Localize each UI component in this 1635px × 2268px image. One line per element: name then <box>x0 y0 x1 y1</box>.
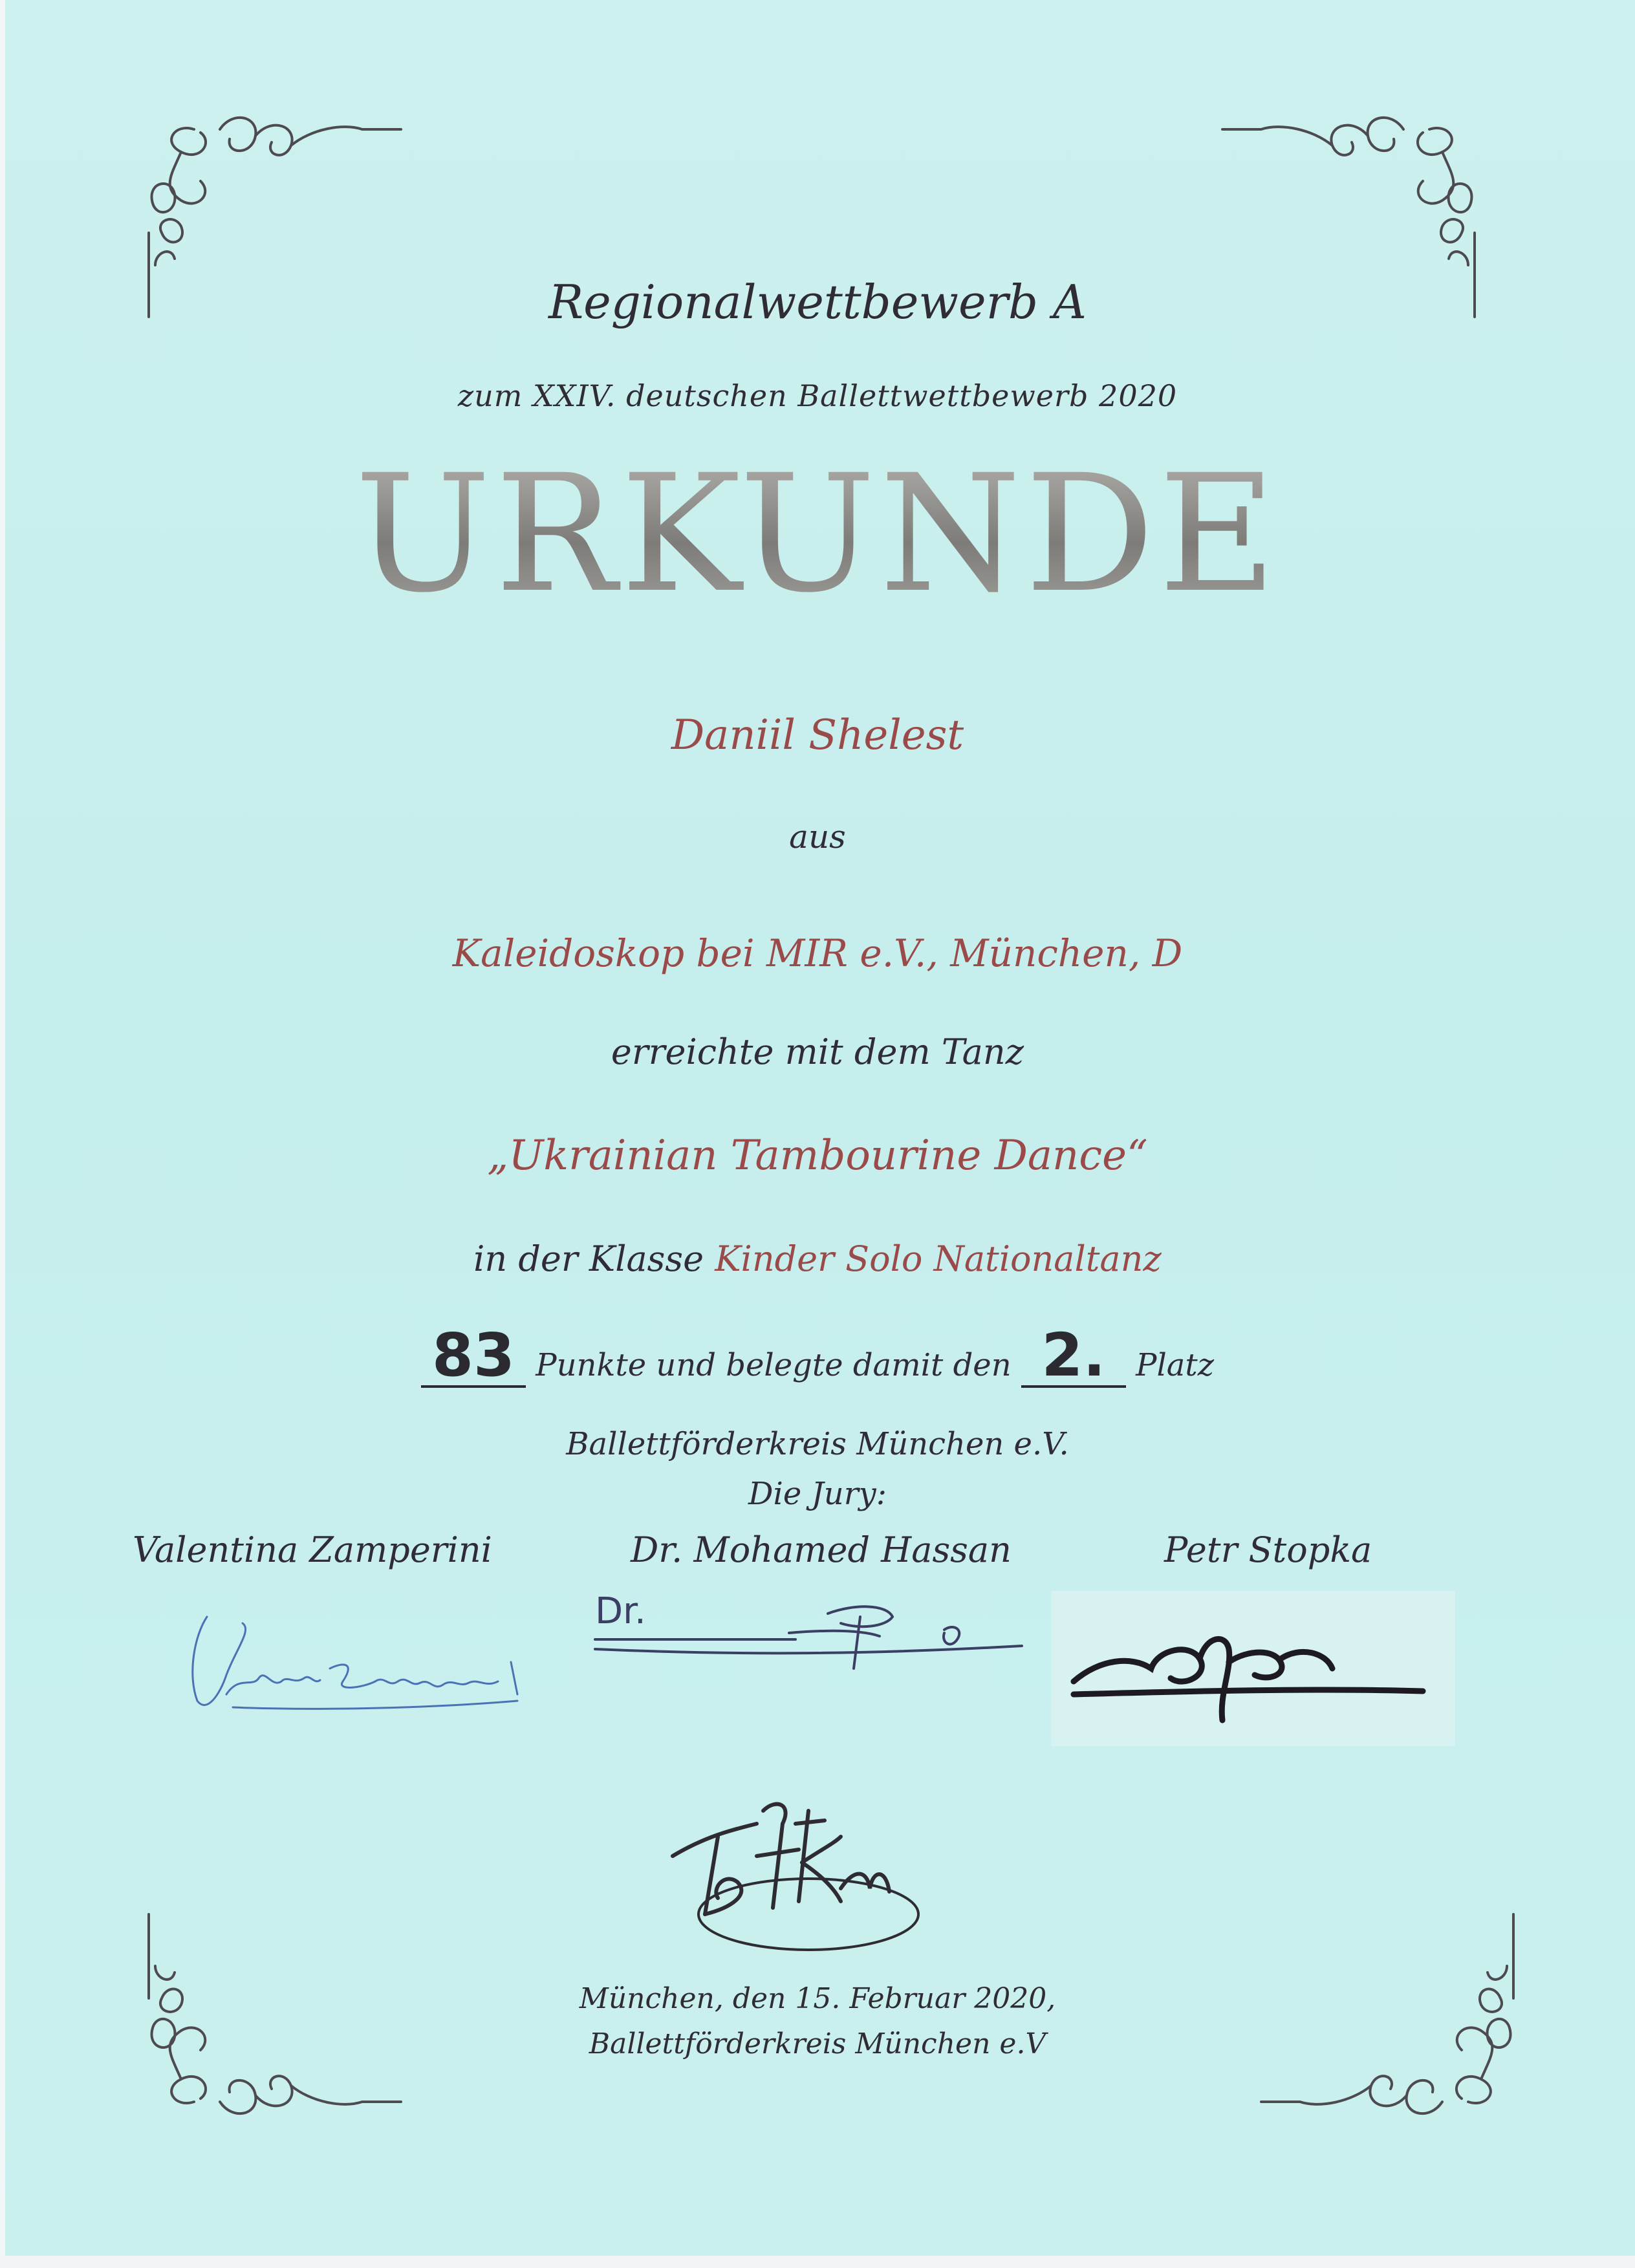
juror-name-stopka: Petr Stopka <box>1164 1529 1372 1570</box>
handwritten-place: 2. <box>1021 1326 1126 1388</box>
place-text: Platz <box>1136 1347 1214 1383</box>
jury-label: Die Jury: <box>748 1476 887 1512</box>
handwritten-points: 83 <box>421 1326 526 1388</box>
juror-name-zamperini: Valentina Zamperini <box>133 1529 492 1570</box>
corner-ornament-bottom-left <box>136 1908 407 2128</box>
competition-subtitle: zum XXIV. deutschen Ballettwettbewerb 2020 <box>457 378 1178 413</box>
juror-name-hassan: Dr. Mohamed Hassan <box>631 1529 1012 1570</box>
scan-edge-bottom <box>0 2256 1635 2268</box>
bfkm-logo <box>647 1785 944 1966</box>
achieved-label: erreichte mit dem Tanz <box>611 1031 1024 1072</box>
club-name: Kaleidoskop bei MIR e.V., München, D <box>452 931 1183 975</box>
svg-text:Dr.: Dr. <box>595 1590 646 1632</box>
class-name: Kinder Solo Nationaltanz <box>715 1238 1162 1279</box>
dance-title: „Ukrainian Tambourine Dance“ <box>487 1132 1148 1180</box>
signature-zamperini <box>181 1597 543 1727</box>
class-prefix: in der Klasse <box>473 1238 704 1279</box>
participant-name: Daniil Shelest <box>671 711 964 759</box>
footer-organizer: Ballettförderkreis München e.V <box>589 2027 1046 2060</box>
footer-date: München, den 15. Februar 2020, <box>579 1982 1056 2015</box>
from-label: aus <box>789 818 846 856</box>
competition-title: Regionalwettbewerb A <box>548 275 1087 329</box>
points-text: Punkte und belegte damit den <box>536 1347 1012 1383</box>
certificate-heading: URKUNDE <box>0 440 1635 628</box>
organizer-name: Ballettförderkreis München e.V. <box>566 1426 1069 1462</box>
class-line <box>0 1238 1635 1279</box>
corner-ornament-bottom-right <box>1255 1908 1526 2128</box>
signature-stopka <box>1061 1597 1449 1740</box>
result-line <box>0 1321 1635 1390</box>
signature-hassan <box>582 1578 1035 1694</box>
